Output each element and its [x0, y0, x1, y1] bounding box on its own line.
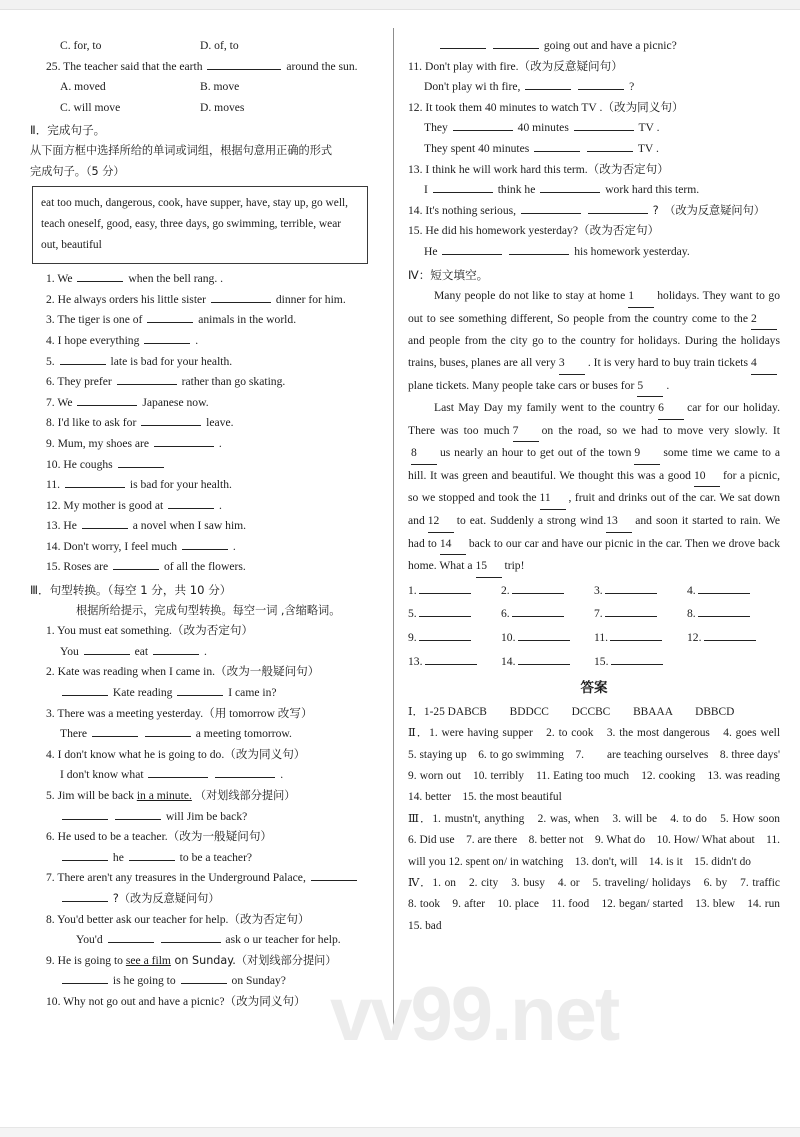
- s3-item-6-blank-2: [129, 849, 175, 861]
- cloze-p1-seg-2: and people from the city go to the country for holidays. During the holidays trains, buses, planes are all very: [408, 334, 780, 369]
- s2-item-15-post: of all the flowers.: [163, 560, 246, 574]
- s3-item-12-a2-post: TV .: [637, 141, 659, 155]
- s3-item-8-post: ask o ur teacher for help.: [225, 933, 341, 947]
- s3-item-6-answer: [30, 848, 382, 869]
- s3-item-7-question-line-2: [30, 889, 382, 910]
- slot-3-line: [605, 582, 657, 594]
- s3-item-12-blank-4: [587, 140, 633, 152]
- s3-item-1-pre: You: [60, 644, 79, 658]
- s2-item-8: [30, 413, 382, 434]
- s2-item-1: [30, 269, 382, 290]
- cloze-p1-seg-4: plane tickets. Many people take cars or buses for: [408, 378, 635, 392]
- s3-item-3-question: 3. There was a meeting yesterday.（用 tomorrow 改写）: [46, 706, 313, 720]
- s2-item-15-number: 15.: [46, 560, 61, 574]
- cloze-p2-seg-6: , fruit and drinks out of the car. We sat down and: [408, 491, 780, 528]
- cloze-answer-slot-10[interactable]: [501, 628, 594, 649]
- cloze-p2-seg-4: some time we came to a hill. It was green and beautiful. We thought this was a good: [408, 446, 780, 482]
- s3-item-13-answer: [408, 180, 780, 201]
- s3-item-10-answer: [408, 36, 780, 57]
- s3-item-10-blank-1: [440, 37, 486, 49]
- section-4-heading: Ⅳ：短文填空。: [408, 267, 489, 282]
- cloze-answer-slot-2[interactable]: [501, 581, 594, 602]
- cloze-answer-slot-9[interactable]: [408, 628, 501, 649]
- s3-item-2-blank-1: [62, 684, 108, 696]
- cloze-answer-slot-13[interactable]: [408, 652, 501, 673]
- s3-item-13-question: 13. I think he will work hard this term.（改为否定句）: [408, 162, 669, 176]
- s3-item-1-post: .: [203, 644, 207, 658]
- s2-item-8-post: leave.: [206, 416, 234, 430]
- s3-item-9-blank-2: [181, 972, 227, 984]
- cloze-blank-3: 3: [559, 352, 585, 375]
- s3-item-9-q-pre: 9. He is going to: [46, 953, 126, 967]
- s3-item-13-mid: think he: [497, 183, 536, 197]
- slot-4-number: 4.: [687, 583, 696, 597]
- cloze-blank-2: 2: [751, 308, 777, 331]
- slot-2-number: 2.: [501, 583, 510, 597]
- s3-item-4-post: .: [280, 768, 284, 782]
- s3-item-10-question: 10. Why not go out and have a picnic?（改为同义句）: [46, 994, 306, 1008]
- slot-8-number: 8.: [687, 607, 696, 621]
- s3-item-9-q-underlined: see a film: [125, 953, 171, 967]
- s2-item-6: [30, 372, 382, 393]
- s3-item-12-blank-1: [453, 119, 513, 131]
- cloze-blank-8: 8: [411, 442, 437, 465]
- s2-item-10-blank: [118, 455, 164, 467]
- s3-item-7-question-line-1: [30, 868, 382, 889]
- s3-item-5-answer: [30, 807, 382, 828]
- s3-item-11-blank-1: [525, 78, 571, 90]
- s3-item-8-pre: You'd: [76, 933, 103, 947]
- cloze-answer-slot-6[interactable]: [501, 604, 594, 625]
- s2-item-1-number: 1.: [46, 272, 55, 286]
- s2-item-7: [30, 393, 382, 414]
- s3-item-8-answer: [30, 930, 382, 951]
- section-3-instruction: 根据所给提示，完成句型转换。每空一词 ,含缩略词。: [76, 603, 341, 617]
- s3-item-4-blank-2: [215, 766, 275, 778]
- answer-key-part-3-text: 1. mustn't, anything 2. was, when 3. will be 4. to do 5. How soon 6. Did use 7. are there 8. better not 9. What do 10. How/ What about 11. will you 12. spent on/ in watching 13. don't, will 14. is it 15. didn't do: [408, 812, 792, 868]
- s3-item-15-blank-1: [442, 243, 502, 255]
- s2-item-3-number: 3.: [46, 313, 55, 327]
- s3-item-13-blank-1: [433, 181, 493, 193]
- cloze-answer-slot-4[interactable]: [687, 581, 780, 602]
- right-column: [408, 0, 792, 937]
- s2-item-3: [30, 310, 382, 331]
- s3-item-6-post: to be a teacher?: [179, 850, 253, 864]
- s2-item-4-post: .: [195, 333, 199, 347]
- cloze-paragraph-2: [408, 397, 780, 578]
- cloze-blank-14: 14: [440, 533, 466, 556]
- s3-item-12-a2-pre: They spent 40 minutes: [424, 141, 530, 155]
- s3-item-15-question: 15. He did his homework yesterday?（改为否定句）: [408, 224, 660, 238]
- s3-item-15-blank-2: [509, 243, 569, 255]
- slot-2-line: [512, 582, 564, 594]
- slot-7-number: 7.: [594, 607, 603, 621]
- s3-item-10-post: going out and have a picnic?: [543, 39, 677, 52]
- answer-key-heading: 答案: [580, 680, 608, 697]
- s2-item-13-number: 13.: [46, 519, 61, 533]
- question-25-stem: [30, 57, 382, 78]
- slot-5-line: [419, 605, 471, 617]
- q25-stem-after: around the sun.: [286, 59, 358, 73]
- left-column: [30, 0, 382, 1013]
- s3-item-2-post: I came in?: [228, 686, 277, 700]
- slot-9-number: 9.: [408, 631, 417, 645]
- cloze-p1-seg-5: .: [666, 378, 670, 392]
- slot-11-line: [610, 629, 662, 641]
- s2-item-6-pre: They prefer: [57, 375, 112, 389]
- cloze-p2-seg-7: to eat. Suddenly a strong wind: [456, 514, 604, 528]
- s3-item-4-pre: I don't know what: [60, 768, 144, 782]
- q25-blank: [207, 58, 281, 70]
- cloze-p2-seg-8: and soon it started to rain. We had to: [408, 514, 780, 550]
- s3-item-1-mid: eat: [134, 644, 149, 658]
- answer-key-part-4: [408, 873, 792, 937]
- s3-item-9-mid: is he going to: [112, 974, 176, 988]
- s3-item-4-question: 4. I don't know what he is going to do.（改为同义句）: [46, 747, 306, 761]
- cloze-p1-seg-3: . It is very hard to buy train tickets: [587, 355, 748, 369]
- cloze-answer-blanks-grid: [408, 581, 780, 672]
- cloze-blank-7: 7: [513, 420, 539, 443]
- s2-item-13-blank: [82, 517, 128, 529]
- s3-item-10-blank-2: [493, 37, 539, 49]
- s3-item-5-q-pre: 5. Jim will be back: [46, 789, 137, 802]
- cloze-blank-15: 15: [476, 555, 502, 578]
- column-divider: [393, 28, 394, 1026]
- slot-11-number: 11.: [594, 631, 609, 645]
- answer-key-part-3: [408, 809, 792, 873]
- cloze-p2-seg-2: on the road, so we had to move very slowly. It: [541, 423, 780, 437]
- s3-item-11-blank-2: [578, 78, 624, 90]
- s3-item-11-post: ?: [629, 80, 635, 94]
- s3-item-3-answer: [30, 724, 382, 745]
- q25-option-b: B. move: [200, 80, 240, 94]
- s2-item-12-blank: [168, 497, 214, 509]
- s2-item-4: [30, 331, 382, 352]
- cloze-answer-slot-14[interactable]: [501, 652, 594, 673]
- cloze-blank-1: 1: [628, 285, 654, 308]
- s3-item-3-post: a meeting tomorrow.: [195, 727, 292, 741]
- s3-item-8-blank-2: [161, 931, 221, 943]
- s2-item-11-blank: [65, 476, 125, 488]
- s2-item-1-pre: We: [57, 272, 73, 286]
- s2-item-6-blank: [117, 373, 177, 385]
- s2-item-9-pre: Mum, my shoes are: [57, 436, 150, 450]
- s2-item-3-post: animals in the world.: [198, 313, 297, 327]
- cloze-blank-6: 6: [658, 397, 684, 420]
- slot-1-line: [419, 582, 471, 594]
- site-watermark: vv99.net: [330, 972, 619, 1057]
- question-25-options-ab: [30, 77, 382, 98]
- s3-item-2-blank-2: [177, 684, 223, 696]
- s2-item-4-number: 4.: [46, 333, 55, 347]
- cloze-answer-slot-1[interactable]: [408, 581, 501, 602]
- cloze-answer-slot-15[interactable]: [594, 652, 687, 673]
- answer-key-part-4-label: Ⅳ．: [408, 877, 433, 890]
- s2-item-5-blank: [60, 353, 106, 365]
- answer-key-part-1: Ⅰ．1-25 DABCB BDDCC DCCBC BBAAA DBBCD: [408, 705, 735, 718]
- slot-6-number: 6.: [501, 607, 510, 621]
- cloze-p2-seg-3: us nearly an hour to get out of the town: [440, 446, 632, 460]
- s3-item-9-question: [30, 951, 382, 972]
- s3-item-15-pre: He: [424, 244, 438, 258]
- cloze-p2-seg-10: trip!: [504, 559, 525, 573]
- s3-item-11-pre: Don't play wi th fire,: [424, 80, 521, 94]
- s3-item-1-question: 1. You must eat something.（改为否定句）: [46, 624, 254, 638]
- slot-12-line: [704, 629, 756, 641]
- slot-4-line: [698, 582, 750, 594]
- s3-item-14-blank-1: [521, 202, 581, 214]
- s3-item-2-mid: Kate reading: [112, 686, 173, 700]
- s2-item-12-post: .: [219, 498, 222, 512]
- answer-key-part-4-text: 1. on 2. city 3. busy 4. or 5. traveling/ holidays 6. by 7. traffic 8. took 9. after 10. place 11. food 12. began/ started 13. blew 14. run 15. bad: [408, 877, 792, 932]
- s3-item-5-q-underlined: in a minute.: [136, 789, 192, 802]
- s2-item-3-blank: [147, 311, 193, 323]
- section-3-heading: Ⅲ．句型转换。（每空 1 分，共 10 分）: [30, 583, 232, 598]
- s2-item-11: [30, 475, 382, 496]
- word-bank-box: eat too much, dangerous, cook, have supper, have, stay up, go well, teach oneself, good, easy, three days, go swimming, terrible, wear out, beautiful: [32, 186, 368, 264]
- s3-item-8-question: 8. You'd better ask our teacher for help.（改为否定句）: [46, 912, 310, 926]
- cloze-answer-slot-7[interactable]: [594, 604, 687, 625]
- s3-item-12-a1-post: TV .: [638, 121, 660, 135]
- slot-7-line: [605, 605, 657, 617]
- slot-13-number: 13.: [408, 654, 423, 668]
- s2-item-14: [30, 537, 382, 558]
- s2-item-8-pre: I'd like to ask for: [57, 416, 137, 430]
- s3-item-7-blank-1: [311, 869, 357, 881]
- s3-item-9-post: on Sunday?: [231, 974, 286, 988]
- s2-item-14-post: .: [232, 539, 236, 553]
- s3-item-5-post: will Jim be back?: [165, 809, 248, 823]
- s2-item-15-pre: Roses are: [63, 560, 109, 574]
- s2-item-1-post: when the bell rang. .: [128, 272, 224, 286]
- s2-item-11-number: 11.: [46, 478, 61, 492]
- cloze-blank-11: 11: [540, 487, 566, 510]
- s3-item-2-question: 2. Kate was reading when I came in.（改为一般疑问句）: [46, 665, 320, 679]
- s3-item-1-answer: [30, 642, 382, 663]
- s2-item-12-pre: My mother is good at: [63, 498, 164, 512]
- page-bottom-edge: [0, 1127, 800, 1137]
- s3-item-15-post: his homework yesterday.: [574, 244, 690, 258]
- s3-item-12-answer-line-1: [408, 118, 780, 139]
- s3-item-12-answer-line-2: [408, 139, 780, 160]
- s3-item-5-blank-2: [115, 808, 161, 820]
- s3-item-1-blank-2: [153, 643, 199, 655]
- s2-item-11-post: is bad for your health.: [129, 478, 232, 492]
- question-25-options-cd: [30, 98, 382, 119]
- s2-item-15-blank: [113, 558, 159, 570]
- s2-item-2-blank: [211, 291, 271, 303]
- s3-item-11-question: 11. Don't play with fire.（改为反意疑问句）: [408, 59, 623, 73]
- s3-item-8-blank-1: [108, 931, 154, 943]
- s3-item-12-a1-mid: 40 minutes: [517, 121, 569, 135]
- slot-12-number: 12.: [687, 631, 702, 645]
- s2-item-13: [30, 516, 382, 537]
- s3-item-11-answer: [408, 77, 780, 98]
- s3-item-3-pre: There: [60, 727, 88, 741]
- s3-item-12-question: 12. It took them 40 minutes to watch TV .（改为同义句）: [408, 100, 684, 114]
- slot-15-line: [611, 653, 663, 665]
- s3-item-14-question: [408, 201, 780, 222]
- s3-item-9-blank-1: [62, 972, 108, 984]
- cloze-answer-slot-3[interactable]: [594, 581, 687, 602]
- s2-item-14-blank: [182, 538, 228, 550]
- cloze-answer-slot-12[interactable]: [687, 628, 780, 649]
- cloze-p1-seg-0: Many people do not like to stay at home: [434, 289, 626, 303]
- s3-item-13-post: work hard this term.: [605, 183, 700, 197]
- s3-item-13-blank-2: [540, 181, 600, 193]
- s2-item-3-pre: The tiger is one of: [57, 313, 143, 327]
- s2-item-2-pre: He always orders his little sister: [57, 292, 207, 306]
- cloze-p2-seg-5: for a picnic, so we stopped and took the: [408, 468, 781, 505]
- cloze-answer-slot-8[interactable]: [687, 604, 780, 625]
- s2-item-7-number: 7.: [46, 395, 55, 409]
- answer-key-part-2-text: 1. were having supper 2. to cook 3. the most dangerous 4. goes well 5. staying up 6. to go swimming 7. are teaching ourselves 8. three days' 9. worn out 10. terribly 11. Eating too much 12. cooking 13. was reading 14. better 15. the most beautiful: [408, 727, 792, 804]
- s2-item-2: [30, 290, 382, 311]
- s3-item-4-answer: [30, 765, 382, 786]
- s2-item-2-post: dinner for him.: [275, 292, 346, 306]
- cloze-blank-4: 4: [751, 352, 777, 375]
- slot-3-number: 3.: [594, 583, 603, 597]
- q25-option-d: D. moves: [200, 100, 245, 114]
- cloze-blank-5: 5: [637, 375, 663, 398]
- answer-key-part-2-label: Ⅱ．: [408, 727, 430, 740]
- s2-item-9-post: .: [218, 436, 222, 450]
- s2-item-15: [30, 557, 382, 578]
- cloze-blank-13: 13: [606, 510, 632, 533]
- cloze-blank-10: 10: [694, 465, 720, 488]
- s3-item-15-answer: [408, 242, 780, 263]
- s3-item-6-mid: he: [112, 850, 124, 864]
- q25-option-c: C. will move: [60, 100, 121, 114]
- s2-item-14-pre: Don't worry, I feel much: [63, 539, 178, 553]
- cloze-answer-slot-5[interactable]: [408, 604, 501, 625]
- s3-item-12-a1-pre: They: [424, 121, 448, 135]
- s2-item-10: [30, 455, 382, 476]
- s2-item-10-number: 10.: [46, 457, 61, 471]
- s3-item-9-q-note: on Sunday.（对划线部分提问）: [170, 953, 337, 967]
- s3-item-14-q-text: 14. It's nothing serious,: [408, 203, 517, 217]
- s2-item-12-number: 12.: [46, 498, 61, 512]
- cloze-answer-slot-empty: [687, 652, 780, 673]
- s2-item-13-post: a novel when I saw him.: [132, 519, 247, 533]
- s3-item-6-blank-1: [62, 849, 108, 861]
- s3-item-5-question: [30, 786, 382, 807]
- s3-item-4-blank-1: [148, 766, 208, 778]
- section-2-heading: Ⅱ．完成句子。: [30, 123, 106, 138]
- s2-item-4-blank: [144, 332, 190, 344]
- cloze-blank-9: 9: [634, 442, 660, 465]
- s2-item-7-blank: [77, 394, 137, 406]
- s3-item-7-q-note: ?（改为反意疑问句）: [112, 891, 220, 905]
- question-24-options: [30, 36, 382, 57]
- cloze-p2-seg-0: Last May Day my family went to the country: [434, 401, 656, 415]
- s2-item-12: [30, 496, 382, 517]
- s2-item-9-number: 9.: [46, 436, 55, 450]
- slot-15-number: 15.: [594, 654, 609, 668]
- s3-item-7-q-text: 7. There aren't any treasures in the Underground Palace,: [46, 871, 306, 885]
- slot-8-line: [698, 605, 750, 617]
- s3-item-13-pre: I: [424, 183, 428, 197]
- s2-item-1-blank: [77, 270, 123, 282]
- s2-item-7-post: Japanese now.: [142, 395, 209, 409]
- s2-item-7-pre: We: [57, 395, 73, 409]
- answer-key-part-3-label: Ⅲ．: [408, 812, 433, 825]
- s3-item-1-blank-1: [84, 643, 130, 655]
- s3-item-12-blank-3: [534, 140, 580, 152]
- q24-option-d: D. of, to: [200, 39, 239, 52]
- section-2-instruction-line-2: 完成句子。（5 分）: [30, 164, 125, 178]
- s2-item-2-number: 2.: [46, 292, 55, 306]
- s2-item-9-blank: [154, 435, 214, 447]
- cloze-p2-seg-1: car for our holiday. There was too much: [408, 401, 780, 437]
- answer-key-part-2: [408, 723, 792, 809]
- slot-5-number: 5.: [408, 607, 417, 621]
- s3-item-3-blank-1: [92, 725, 138, 737]
- s3-item-5-blank-1: [62, 808, 108, 820]
- cloze-p1-seg-1: holidays. They want to go out to see something different, So people from the country come to the: [408, 289, 780, 325]
- cloze-paragraph-1: [408, 285, 780, 397]
- s2-item-5: [30, 352, 382, 373]
- s2-item-9: [30, 434, 382, 455]
- s3-item-3-blank-2: [145, 725, 191, 737]
- s2-item-8-blank: [141, 414, 201, 426]
- s3-item-5-q-note: （对划线部分提问）: [194, 789, 296, 802]
- s2-item-10-pre: He coughs: [63, 457, 113, 471]
- slot-6-line: [512, 605, 564, 617]
- s2-item-8-number: 8.: [46, 416, 55, 430]
- slot-1-number: 1.: [408, 583, 417, 597]
- s3-item-14-q-note: ? （改为反意疑问句）: [652, 203, 765, 217]
- slot-14-number: 14.: [501, 654, 516, 668]
- cloze-p2-seg-9: back to our car and have our picnic in the car. Then we drove back home. What a: [408, 536, 781, 573]
- s3-item-6-question: 6. He used to be a teacher.（改为一般疑问句）: [46, 830, 273, 844]
- q25-stem-before: 25. The teacher said that the earth: [46, 59, 203, 73]
- section-2-instruction-line-1: 从下面方框中选择所给的单词或词组，根据句意用正确的形式: [30, 143, 333, 157]
- s2-item-13-pre: He: [63, 519, 77, 533]
- s2-item-5-post: late is bad for your health.: [110, 354, 233, 368]
- s2-item-5-number: 5.: [46, 354, 55, 368]
- s2-item-6-number: 6.: [46, 375, 55, 389]
- cloze-answer-slot-11[interactable]: [594, 628, 687, 649]
- slot-14-line: [518, 653, 570, 665]
- slot-9-line: [419, 629, 471, 641]
- s3-item-7-blank-2: [62, 890, 108, 902]
- s3-item-12-blank-2: [574, 119, 634, 131]
- s2-item-14-number: 14.: [46, 539, 61, 553]
- s3-item-9-answer: [30, 971, 382, 992]
- s3-item-2-answer: [30, 683, 382, 704]
- slot-10-line: [518, 629, 570, 641]
- cloze-blank-12: 12: [428, 510, 454, 533]
- s2-item-4-pre: I hope everything: [57, 333, 140, 347]
- q24-option-c: C. for, to: [60, 39, 102, 52]
- s2-item-6-post: rather than go skating.: [181, 375, 286, 389]
- s3-item-14-blank-2: [588, 202, 648, 214]
- slot-13-line: [425, 653, 477, 665]
- slot-10-number: 10.: [501, 631, 516, 645]
- q25-option-a: A. moved: [60, 80, 106, 94]
